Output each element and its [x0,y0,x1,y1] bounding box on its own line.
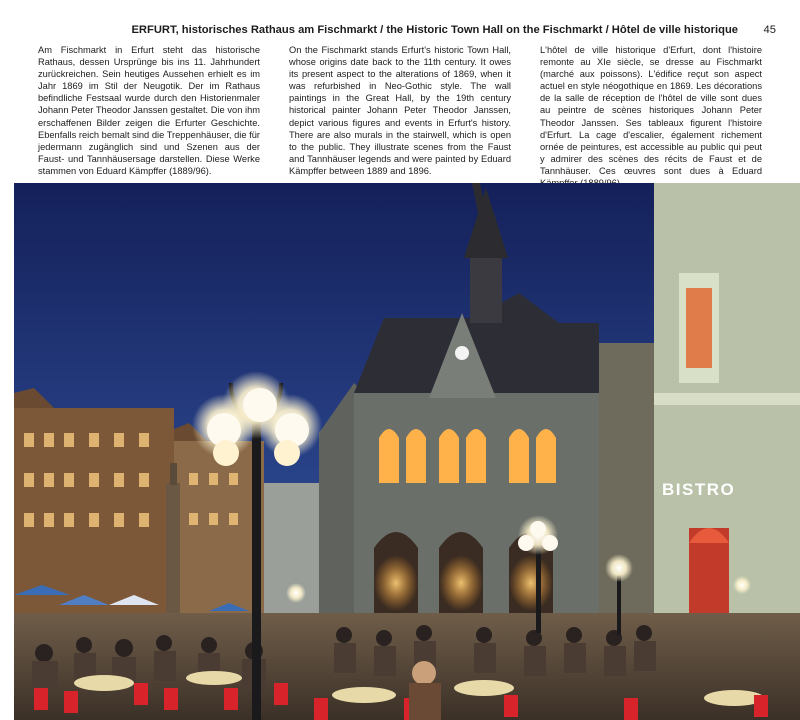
french-text: L'hôtel de ville historique d'Erfurt, dont l'histoire remonte au XIe siècle, se dresse au Fischmarkt (marché aux poissons). L'édifice reçut son aspect actuel en style néogothique en 1869. Les décorations de la salle de réception de l'hôtel de ville sont dues au peintre de scènes historiques Johann Peter Theodor Janssen. Ses tableaux figurent l'histoire d'Erfurt. La cage d'escalier, également richement ornée de peintures, est accessible au public qui peut y admirer des scènes des récits de Faust et de Tannhäuser. Ces œuvres sont dues à Eduard [540,45,762,176]
text-columns [38,44,778,179]
header-title: ERFURT, historisches Rathaus am Fischmarkt / the Historic Town Hall on the Fischmarkt / Hôtel de ville historique [131,24,738,36]
town-hall-photo [14,183,800,720]
english-text: On the Fischmarkt stands Erfurt's historic Town Hall, whose origins date back to the 11th century. It owes its present aspect to the alterations of 1869, when it was refurbished in Neo-Gothic style. The wall paintings in the Great Hall, by the 19th century historical painter Johann Peter Theodor Janssen, depict various figures and events in Erfurt's history. There are also murals in the stairwell, which is open to the public. They illustrate scenes from the Faust and Tannhäuser legends and were painted by Eduard Kämpffer between 1889 and 1896. [289,45,511,176]
german-text: Am Fischmarkt in Erfurt steht das historische Rathaus, dessen Ursprünge bis ins 11. Jahrhundert zurückreichen. Sein heutiges Aussehen erhielt es im Jahr 1869 im Stil der Neugotik. Der im Rathaus befindliche Festsaal wurde durch den Historienmaler Johann Peter Theodor Janssen gestaltet. Die von ihm erschaffenen Bilder zeigen die Erfurter Geschichte. Ebenfalls reich bemalt sind die Treppenhäuser, die für jedermann zugänglich sind und Szenen aus der Faust- und Tannhäusersage darstellen. Diese Werke stammen von Eduard Kämpffer (1889/96). [38,45,260,176]
page-header [0,0,800,44]
statue-column [166,463,180,613]
bistro-sign: BISTRO [662,480,736,499]
page-number: 45 [763,24,776,36]
